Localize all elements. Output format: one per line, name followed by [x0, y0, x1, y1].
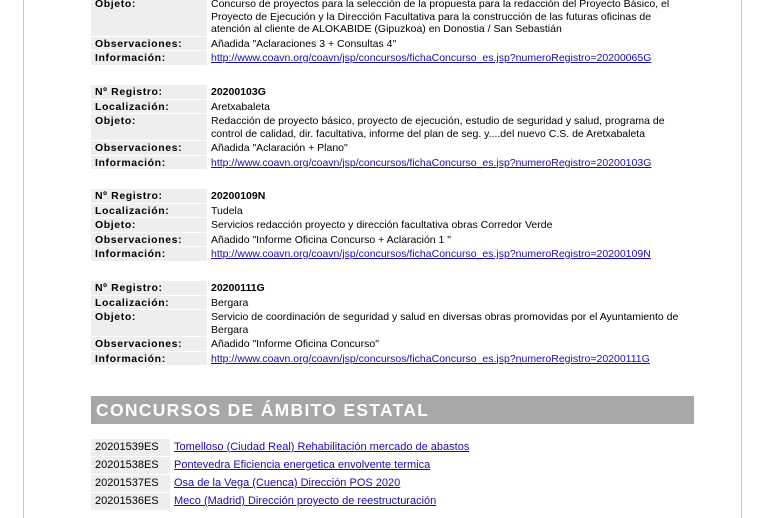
field-value: Bergara — [211, 296, 249, 309]
field-value: Aretxabaleta — [211, 100, 270, 113]
list-item — [91, 439, 694, 456]
field-label: Información: — [91, 247, 207, 261]
registry-number: 20200111G — [211, 282, 265, 294]
field-value-cell — [207, 352, 694, 366]
field-label: Localización: — [91, 204, 207, 218]
section-title: CONCURSOS DE ÁMBITO ESTATAL — [96, 400, 430, 420]
field-value: Añadida "Aclaraciones 3 + Consultas 4" — [211, 37, 397, 50]
record-row — [91, 51, 694, 65]
record-row — [91, 296, 694, 310]
contest-link[interactable]: Pontevedra Eficiencia energetica envolvente termica — [174, 459, 431, 471]
field-value-cell — [207, 247, 694, 261]
field-label: Nº Registro: — [91, 281, 207, 295]
record-row — [91, 100, 694, 114]
record-table — [91, 0, 694, 66]
contest-code: 20201536ES — [91, 493, 170, 510]
contest-title-cell — [170, 457, 694, 474]
record-row — [91, 247, 694, 261]
field-value-cell — [207, 156, 694, 170]
registry-number: 20200103G — [211, 86, 266, 98]
field-value: Servicios redacción proyecto y dirección facultativa obras Corredor Verde — [211, 219, 553, 231]
record-table — [91, 280, 694, 366]
record-row — [91, 352, 694, 366]
info-link[interactable]: http://www.coavn.org/coavn/jsp/concursos/fichaConcurso_es.jsp?numeroRegistro=20200111G — [211, 352, 650, 365]
field-value-cell — [207, 51, 694, 65]
contest-link[interactable]: Osa de la Vega (Cuenca) Dirección POS 2020 — [174, 477, 401, 489]
contest-code: 20201539ES — [91, 439, 170, 456]
field-value: Añadido "Informe Oficina Concurso" — [211, 338, 379, 350]
field-value: Tudela — [211, 204, 243, 217]
contest-list — [91, 438, 694, 511]
contest-code: 20201537ES — [91, 475, 170, 492]
field-value: Añadido "Informe Oficina Concurso + Aclaración 1 " — [211, 233, 452, 246]
record-row — [91, 189, 694, 203]
field-label: Nº Registro: — [91, 85, 207, 99]
record-row — [91, 141, 694, 155]
info-link[interactable]: http://www.coavn.org/coavn/jsp/concursos/fichaConcurso_es.jsp?numeroRegistro=20200065G — [211, 52, 652, 64]
record-table — [91, 188, 694, 262]
record-row — [91, 310, 694, 336]
field-value: Servicio de coordinación de seguridad y salud en diversas obras promovidas por el Ayuntamiento de Bergara — [211, 311, 679, 336]
field-label: Información: — [91, 51, 207, 65]
record-row — [91, 0, 694, 36]
record-row — [91, 218, 694, 232]
record-row — [91, 85, 694, 99]
record-row — [91, 233, 694, 247]
field-label: Objeto: — [91, 0, 207, 36]
contest-title-cell — [170, 493, 694, 510]
list-item — [91, 475, 694, 492]
field-label: Información: — [91, 156, 207, 170]
field-label: Objeto: — [91, 218, 207, 232]
record-row — [91, 281, 694, 295]
field-label: Observaciones: — [91, 37, 207, 51]
info-link[interactable]: http://www.coavn.org/coavn/jsp/concursos/fichaConcurso_es.jsp?numeroRegistro=20200103G — [211, 156, 652, 169]
field-label: Objeto: — [91, 114, 207, 140]
contest-code: 20201538ES — [91, 457, 170, 474]
list-item — [91, 457, 694, 474]
info-link[interactable]: http://www.coavn.org/coavn/jsp/concursos/fichaConcurso_es.jsp?numeroRegistro=20200109N — [211, 248, 651, 260]
field-label: Observaciones: — [91, 141, 207, 155]
record-row — [91, 337, 694, 351]
record-row — [91, 156, 694, 170]
record-table — [91, 84, 694, 170]
registry-number: 20200109N — [211, 190, 266, 202]
record-row — [91, 114, 694, 140]
contest-title-cell — [170, 475, 694, 492]
list-item — [91, 493, 694, 510]
field-label: Información: — [91, 352, 207, 366]
field-value: Redacción de proyecto básico, proyecto de ejecución, estudio de seguridad y salud, programa de control de calidad, dir. facultativa, informe del plan de seg. y....del nuevo C.S. de Aretxabaleta — [211, 115, 665, 140]
field-label: Observaciones: — [91, 337, 207, 351]
contest-link[interactable]: Tomelloso (Ciudad Real) Rehabilitación mercado de abastos — [174, 441, 470, 453]
record-row — [91, 204, 694, 218]
field-label: Localización: — [91, 100, 207, 114]
field-label: Nº Registro: — [91, 189, 207, 203]
field-value: Concurso de proyectos para la selección de la propuesta para la redacción del Proyecto Básico, el Proyecto de Ejecución y la Dirección Facultativa para la construcción de las futuras oficinas de atención al cliente de ALOKABIDE (Gipuzkoa) en Donostia / San Sebastián — [211, 0, 670, 35]
section-banner — [91, 396, 694, 424]
field-label: Localización: — [91, 296, 207, 310]
field-label: Observaciones: — [91, 233, 207, 247]
record-row — [91, 37, 694, 51]
field-label: Objeto: — [91, 310, 207, 336]
contest-title-cell — [170, 439, 694, 456]
contest-link[interactable]: Meco (Madrid) Dirección proyecto de reestructuración — [174, 495, 437, 507]
field-value: Añadida "Aclaración + Plano" — [211, 142, 348, 154]
